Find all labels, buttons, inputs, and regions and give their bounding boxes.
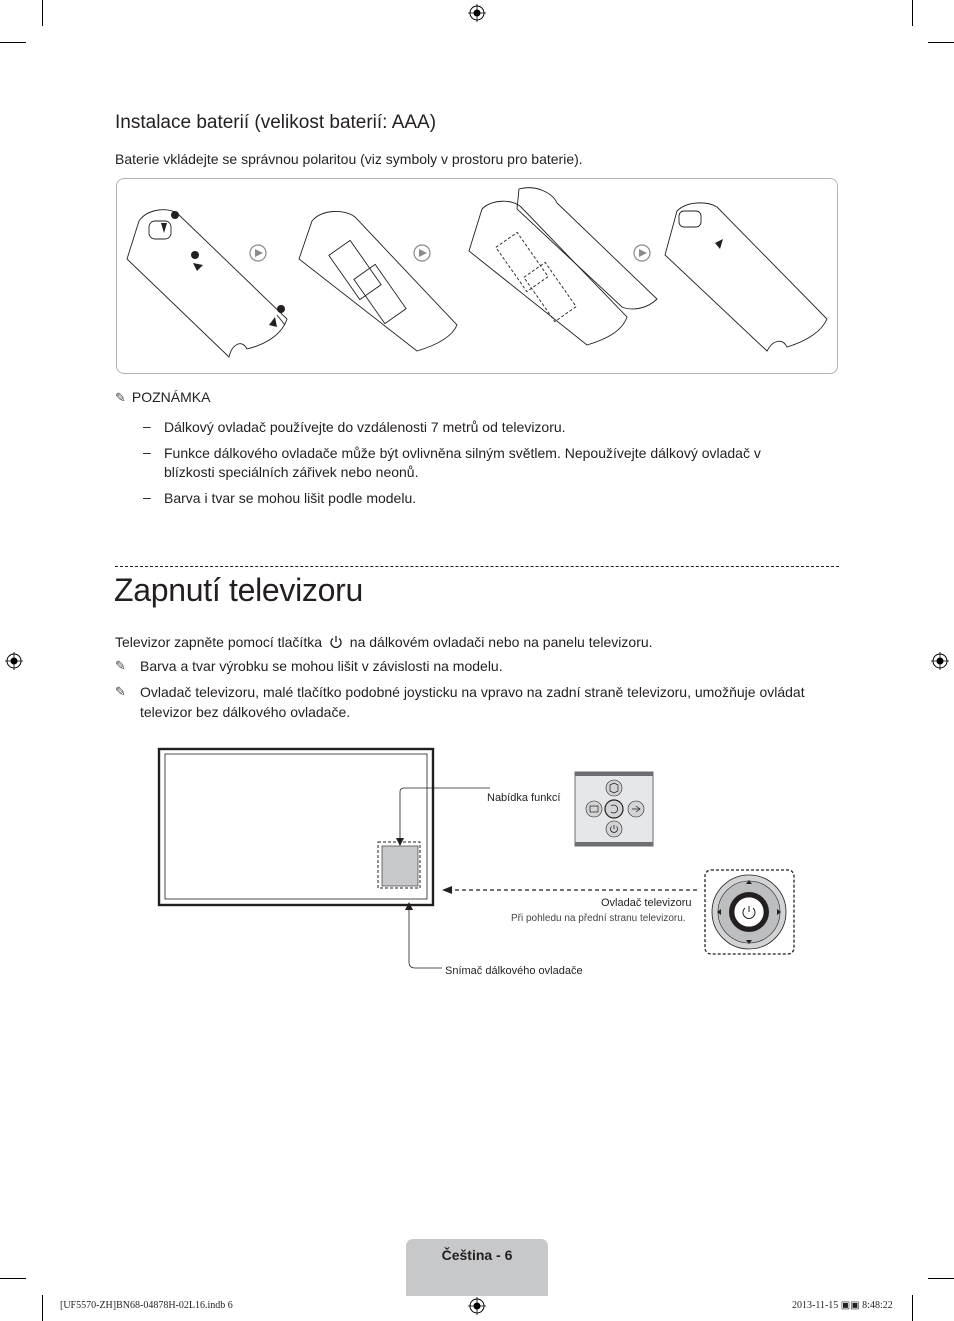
battery-illustration xyxy=(116,178,838,374)
crop-mark xyxy=(42,0,43,26)
power-section-title: Zapnutí televizoru xyxy=(114,572,363,608)
function-menu-label: Nabídka funkcí xyxy=(487,792,561,804)
crop-mark xyxy=(42,1295,43,1321)
power-icon xyxy=(329,635,343,649)
file-slug: [UF5570-ZH]BN68-04878H-02L16.indb 6 xyxy=(60,1300,233,1311)
bullet-dash: – xyxy=(143,444,151,460)
sensor-label: Snímač dálkového ovladače xyxy=(445,965,583,977)
crop-mark xyxy=(928,42,954,43)
bullet-dash: – xyxy=(143,418,151,434)
list-item-text: Barva i tvar se mohou lišit podle modelu. xyxy=(164,490,417,506)
note-item-text: Barva a tvar výrobku se mohou lišit v závislosti na modelu. xyxy=(140,658,503,674)
bullet-dash: – xyxy=(143,489,151,505)
pencil-icon: ✎ xyxy=(115,684,126,699)
controller-sublabel: Při pohledu na přední stranu televizoru. xyxy=(511,913,686,924)
power-intro-before: Televizor zapněte pomocí tlačítka xyxy=(115,634,322,650)
page-number-tab xyxy=(406,1239,548,1296)
section-divider xyxy=(115,566,839,567)
power-intro xyxy=(115,632,835,652)
registration-mark-icon xyxy=(468,1297,486,1315)
registration-mark-icon xyxy=(931,652,949,670)
pencil-icon: ✎ xyxy=(115,658,126,673)
crop-mark xyxy=(912,0,913,26)
list-item-text: Dálkový ovladač používejte do vzdálenosti 7 metrů od televizoru. xyxy=(164,419,566,435)
page-label: Čeština - 6 xyxy=(441,1247,513,1263)
list-item-text: Funkce dálkového ovladače může být ovlivněna silným světlem. Nepoužívejte dálkový ovladač v blízkosti speciálních zářivek nebo neonů. xyxy=(164,445,761,480)
registration-mark-icon xyxy=(468,4,486,22)
note-item-text: Ovladač televizoru, malé tlačítko podobné joysticku na vpravo na zadní straně televizoru, umožňuje ovládat televizor bez dálkového ovladače. xyxy=(140,684,805,720)
note-label: POZNÁMKA xyxy=(131,389,211,405)
crop-mark xyxy=(0,1278,26,1279)
battery-intro: Baterie vkládejte se správnou polaritou (viz symboly v prostoru pro baterie). xyxy=(115,151,583,167)
pencil-icon: ✎ xyxy=(115,390,126,405)
controller-label: Ovladač televizoru xyxy=(601,897,692,909)
crop-mark xyxy=(928,1278,954,1279)
tv-controller-diagram xyxy=(150,740,810,990)
tv-diagram-drawing xyxy=(150,740,810,990)
battery-section-title: Instalace baterií (velikost baterií: AAA) xyxy=(115,112,437,133)
crop-mark xyxy=(0,42,26,43)
registration-mark-icon xyxy=(5,652,23,670)
power-intro-after: na dálkovém ovladači nebo na panelu televizoru. xyxy=(349,634,653,650)
note-heading xyxy=(115,389,210,406)
battery-steps-drawing xyxy=(117,179,837,373)
crop-mark xyxy=(912,1295,913,1321)
date-slug: 2013-11-15 ▣▣ 8:48:22 xyxy=(792,1300,893,1311)
